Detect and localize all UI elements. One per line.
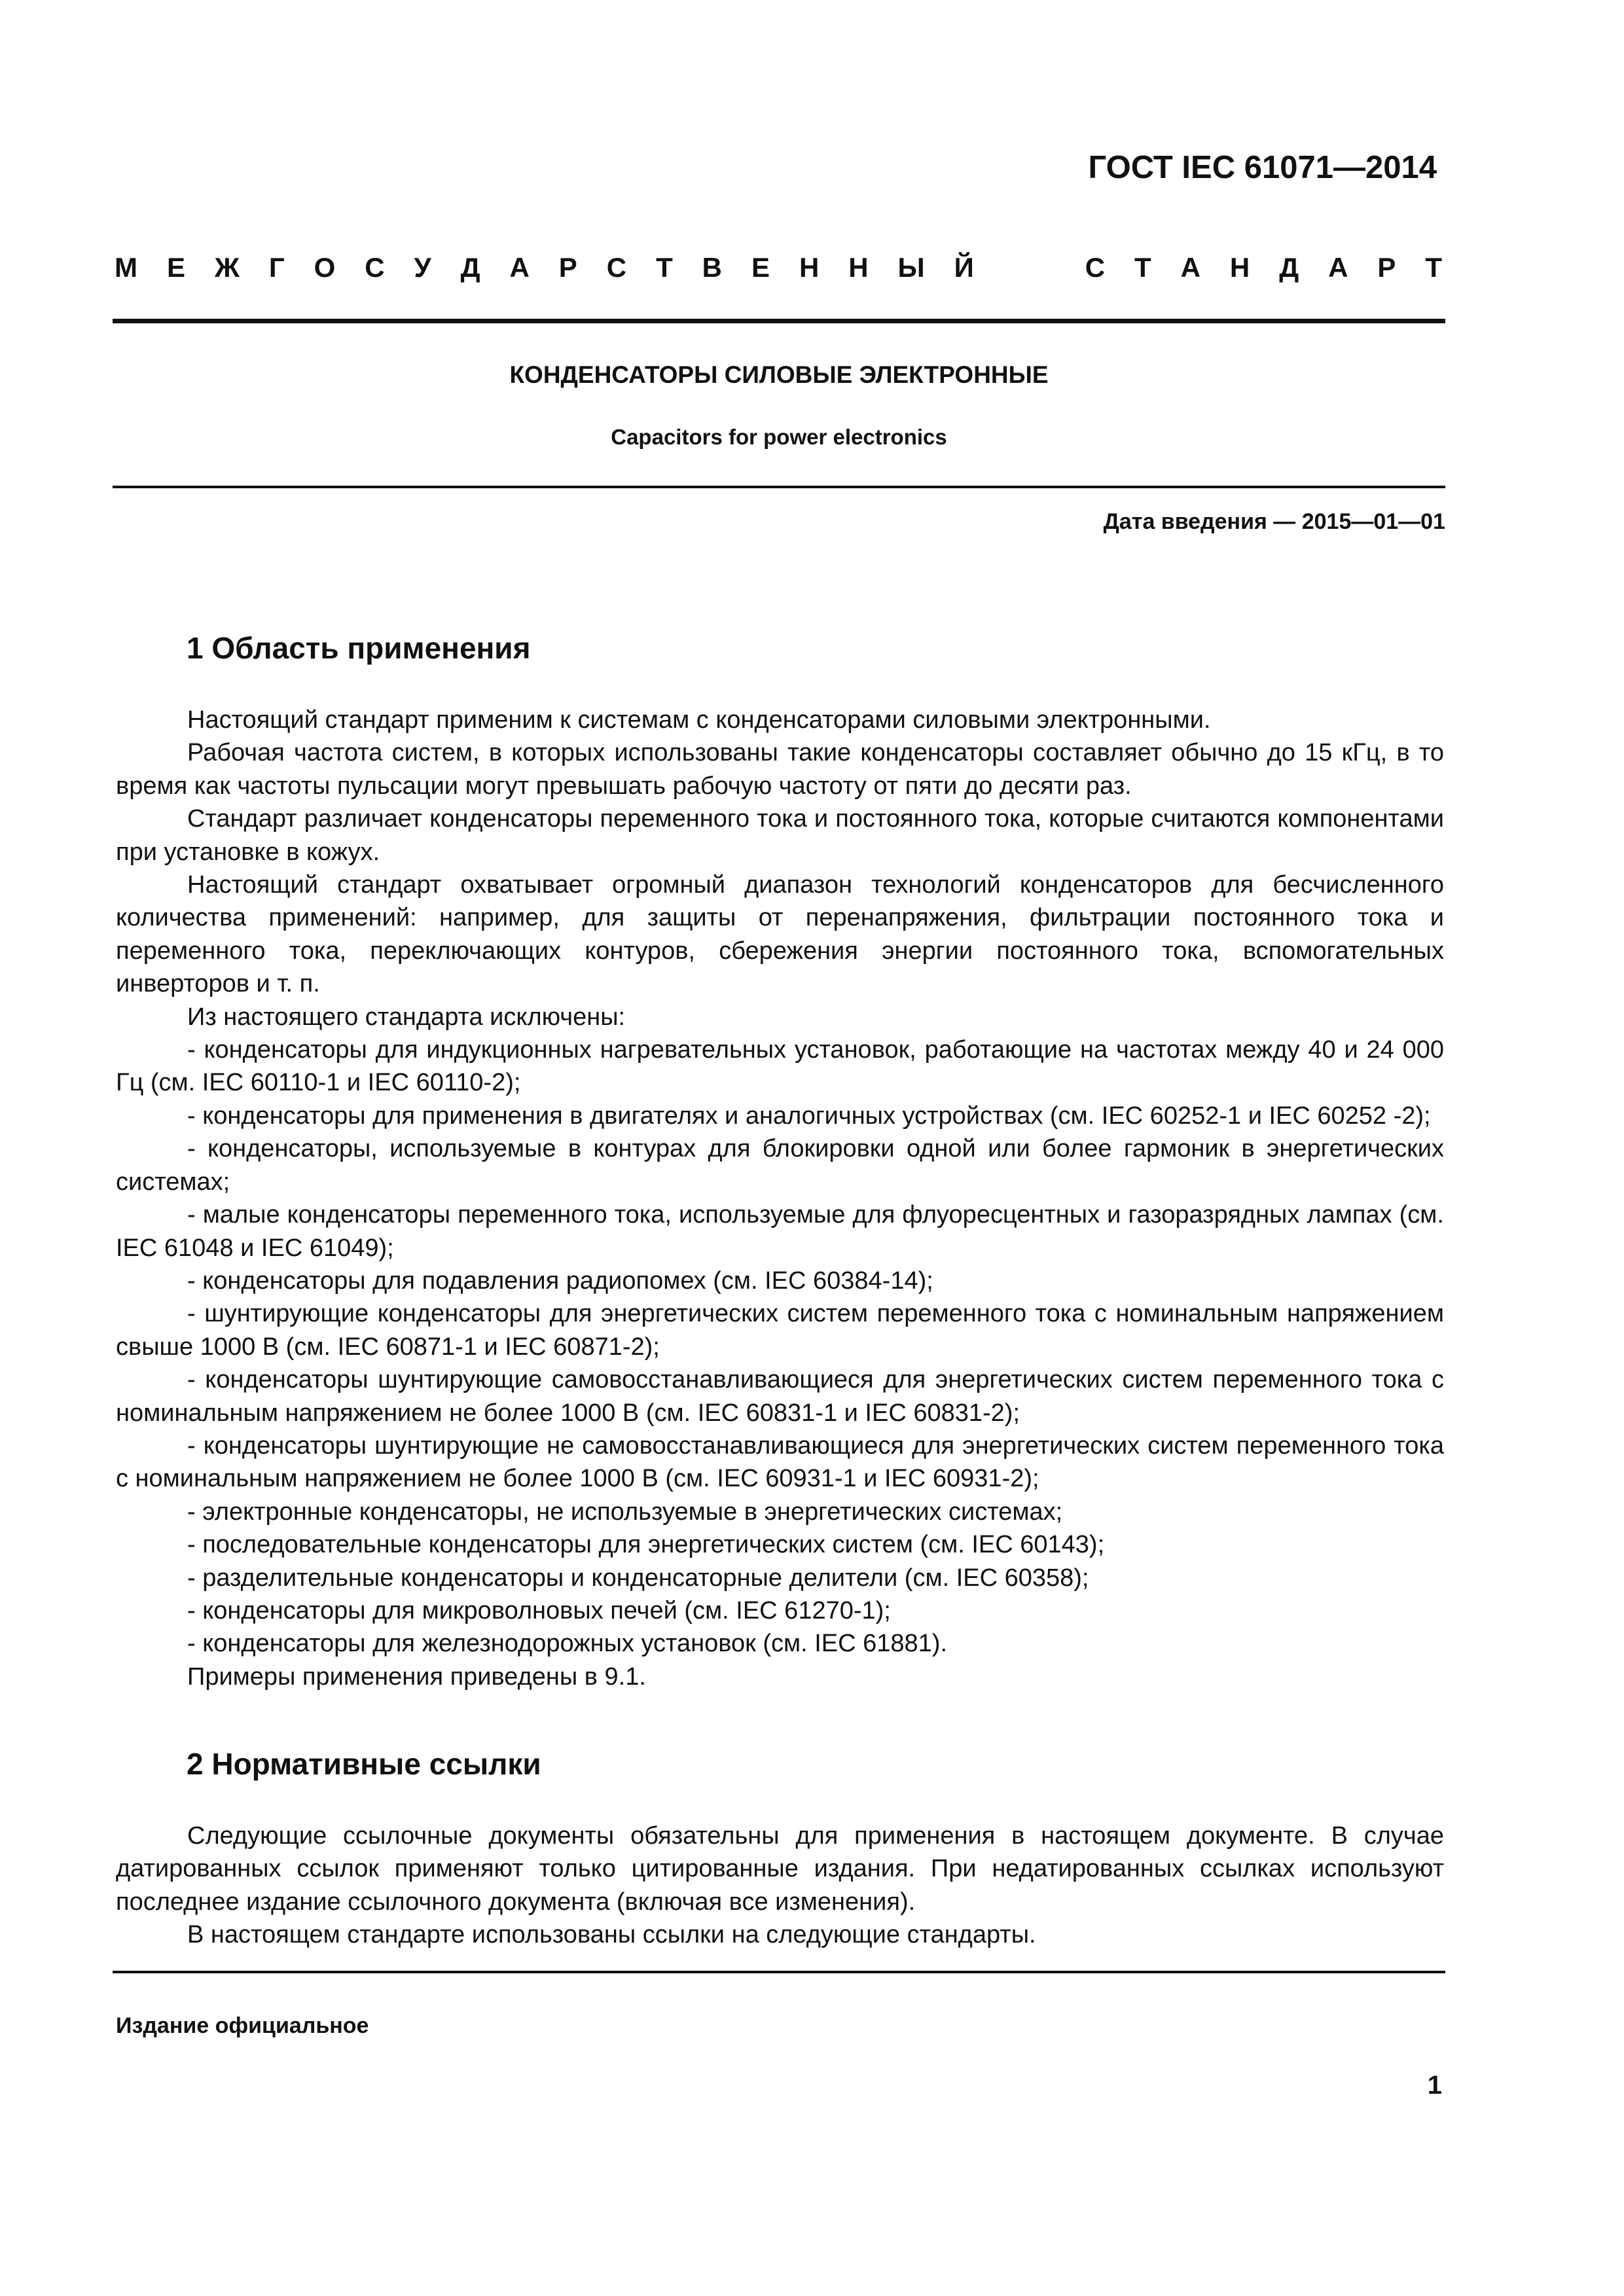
- paragraph: Из настоящего стандарта исключены:: [187, 1003, 626, 1031]
- paragraph: Примеры применения приведены в 9.1.: [187, 1662, 646, 1691]
- banner-letter: Ы: [897, 252, 925, 283]
- paragraph: Настоящий стандарт охватывает огромный диапазон технологий конденсаторов для бесчисленного количества применений: например, для защиты от перенапряжения, фильтрации постоянного тока и переменного тока, переключающих контуров, сбережения энергии постоянного тока, вспомогательных инверторов и т. п.: [116, 871, 1444, 998]
- list-item: - конденсаторы для индукционных нагревательных установок, работающие на частотах между 40 и 24 000 Гц (см. IEC 60110-1 и IEC 60110-2);: [116, 1036, 1444, 1097]
- title-divider: [113, 486, 1445, 488]
- banner-gap: [1003, 252, 1056, 283]
- banner-letter: О: [314, 252, 336, 283]
- standard-code: ГОСТ IEC 61071—2014: [1088, 150, 1437, 185]
- banner-letter: Н: [799, 252, 820, 283]
- list-item: - конденсаторы для подавления радиопомех (см. IEC 60384-14);: [187, 1266, 933, 1295]
- interstate-standard-banner: [115, 252, 1442, 283]
- document-title-ru: КОНДЕНСАТОРЫ СИЛОВЫЕ ЭЛЕКТРОННЫЕ: [509, 361, 1049, 388]
- paragraph: В настоящем стандарте использованы ссылки на следующие стандарты.: [187, 1921, 1036, 1949]
- banner-letter: С: [365, 252, 385, 283]
- banner-letter: В: [702, 252, 723, 283]
- list-item: - последовательные конденсаторы для энергетических систем (см. IEC 60143);: [187, 1531, 1105, 1559]
- banner-letter: М: [115, 252, 137, 283]
- banner-letter: У: [414, 252, 431, 283]
- document-title-en: Capacitors for power electronics: [611, 425, 947, 449]
- footer-divider: [113, 1971, 1445, 1973]
- list-item: - малые конденсаторы переменного тока, используемые для флуоресцентных и газоразрядных лампах (см. IEC 61048 и IEC 61049);: [116, 1201, 1444, 1262]
- banner-letter: Н: [848, 252, 869, 283]
- page-number: 1: [1427, 2071, 1442, 2100]
- banner-letter: Т: [656, 252, 673, 283]
- paragraph: Настоящий стандарт применим к системам с конденсаторами силовыми электронными.: [187, 706, 1211, 734]
- banner-letter: Г: [268, 252, 285, 283]
- banner-letter: Й: [954, 252, 974, 283]
- list-item: - конденсаторы для железнодорожных установок (см. IEC 61881).: [187, 1630, 948, 1658]
- paragraph: Следующие ссылочные документы обязательны для применения в настоящем документе. В случае датированных ссылок применяют только цитированные издания. При недатированных ссылках используют последнее издание ссылочного документа (включая все изменения).: [116, 1822, 1444, 1916]
- list-item: - шунтирующие конденсаторы для энергетических систем переменного тока с номинальным напряжением свыше 1000 В (см. IEC 60871-1 и IEC 60871-2);: [116, 1300, 1444, 1361]
- section-1-heading: 1 Область применения: [187, 631, 531, 665]
- banner-letter: Т: [1134, 252, 1151, 283]
- header-divider: [113, 319, 1445, 323]
- banner-letter: А: [1180, 252, 1200, 283]
- section-2-heading: 2 Нормативные ссылки: [187, 1747, 541, 1781]
- list-item: - конденсаторы, используемые в контурах для блокировки одной или более гармоник в энергетических системах;: [116, 1135, 1444, 1196]
- banner-letter: С: [606, 252, 627, 283]
- paragraph: Стандарт различает конденсаторы переменного тока и постоянного тока, которые считаются компонентами при установке в кожух.: [116, 805, 1444, 866]
- section-1-body: [116, 704, 1444, 1693]
- banner-letter: Т: [1425, 252, 1442, 283]
- banner-letter: Н: [1229, 252, 1250, 283]
- banner-letter: Е: [166, 252, 185, 283]
- list-item: - электронные конденсаторы, не используемые в энергетических системах;: [187, 1498, 1063, 1526]
- banner-letter: Д: [460, 252, 480, 283]
- list-item: - конденсаторы для применения в двигателях и аналогичных устройствах (см. IEC 60252-1 и IEC 60252 -2);: [187, 1102, 1431, 1130]
- banner-letter: Е: [751, 252, 770, 283]
- list-item: - конденсаторы шунтирующие самовосстанавливающиеся для энергетических систем переменного тока с номинальным напряжением не более 1000 В (см. IEC 60831-1 и IEC 60831-2);: [116, 1366, 1444, 1427]
- banner-letter: Р: [1377, 252, 1396, 283]
- list-item: - конденсаторы для микроволновых печей (см. IEC 61270-1);: [187, 1596, 891, 1624]
- list-item: - разделительные конденсаторы и конденсаторные делители (см. IEC 60358);: [187, 1564, 1089, 1592]
- banner-letter: Ж: [214, 252, 240, 283]
- introduction-date: Дата введения — 2015—01—01: [1103, 509, 1445, 534]
- official-edition-note: Издание официальное: [116, 2013, 369, 2038]
- banner-letter: Р: [558, 252, 577, 283]
- paragraph: Рабочая частота систем, в которых использованы такие конденсаторы составляет обычно до 15 кГц, в то время как частоты пульсации могут превышать рабочую частоту от пяти до десяти раз.: [116, 739, 1444, 800]
- banner-letter: С: [1085, 252, 1106, 283]
- banner-letter: А: [509, 252, 530, 283]
- list-item: - конденсаторы шунтирующие не самовосстанавливающиеся для энергетических систем переменного тока с номинальным напряжением не более 1000 В (см. IEC 60931-1 и IEC 60931-2);: [116, 1431, 1444, 1493]
- section-2-body: [116, 1820, 1444, 1952]
- banner-letter: А: [1328, 252, 1348, 283]
- banner-letter: Д: [1279, 252, 1299, 283]
